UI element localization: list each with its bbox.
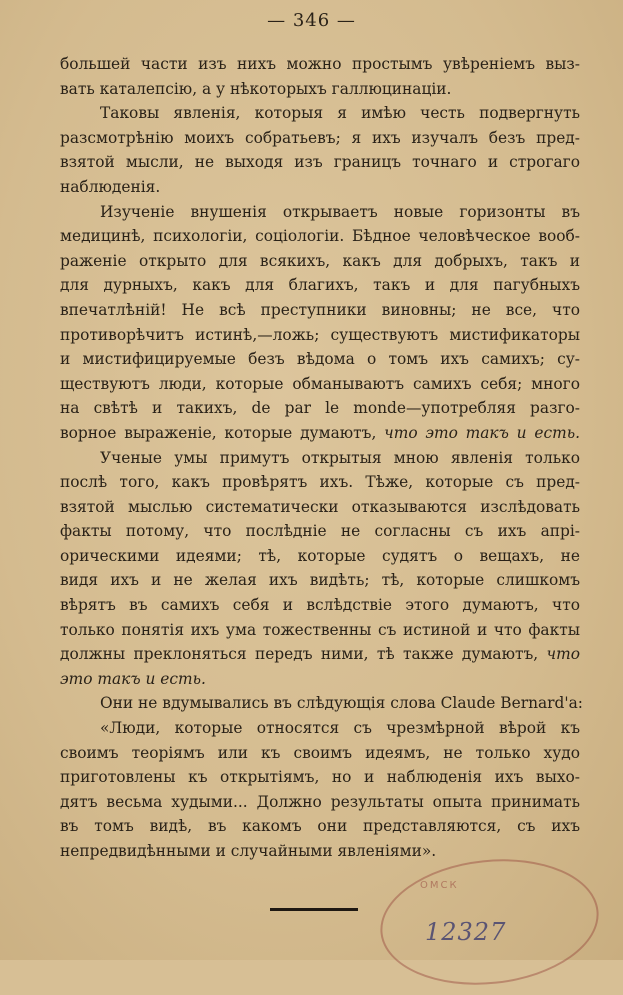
text-line [60,126,580,151]
text-line [60,175,580,200]
text-line-content: Изученіе внушенія открываетъ новые горизонты въ [100,202,580,221]
text-line-content: только понятія ихъ ума тожественны съ истиной и что факты [60,620,580,639]
text-line-content: на свѣтѣ и такихъ, de par le monde—употребляя разго- [60,399,580,418]
text-line-content: впечатлѣній! Не всѣ преступники виновны; не все, что [60,300,580,319]
stamp-inventory-number: 12327 [425,918,507,946]
text-line-content: взятой мысли, не выходя изъ границъ точнаго и строгаго [60,153,580,172]
text-line-content: наблюденія. [60,177,161,196]
text-line [60,347,580,372]
text-line-content: «Люди, которые относятся съ чрезмѣрной вѣрой къ [100,719,580,738]
text-line-content: взятой мыслью систематически отказываются изслѣдовать [60,497,580,516]
text-line-content: Они не вдумывались въ слѣдующія слова Claude Bernard'а: [100,694,583,713]
page-number: — 346 — [267,10,356,31]
text-line [60,396,580,421]
text-line [60,298,580,323]
text-line [60,765,580,790]
text-line-content: видя ихъ и не желая ихъ видѣть; тѣ, которые слишкомъ [60,571,580,590]
text-line-content: непредвидѣнными и случайными явленіями». [60,842,437,860]
text-line [60,101,580,126]
text-line [60,249,580,274]
italic-phrase: что это такъ и есть. [384,423,580,442]
text-line-content: для дурныхъ, какъ для благихъ, такъ и для пагубныхъ [60,276,580,295]
text-line [60,814,580,839]
text-line [60,544,580,569]
text-line [60,372,580,397]
text-line [60,77,580,102]
italic-phrase: что [546,645,580,664]
text-line-content: Ученые умы примутъ открытыя мною явленія только [100,448,580,467]
text-line-content: и мистифицируемые безъ вѣдома о томъ ихъ самихъ; су- [60,350,580,369]
text-line [60,568,580,593]
stamp-city-text: ОМСК [420,880,459,891]
text-line-content: противорѣчитъ истинѣ,—ложь; существуютъ мистификаторы [60,325,580,344]
text-line [60,273,580,298]
body-text [60,52,583,864]
text-line-content: разсмотрѣнію моихъ собратьевъ; я ихъ изучалъ безъ пред- [60,128,580,147]
text-line [60,716,580,741]
text-line [60,323,580,348]
text-line [60,593,580,618]
text-line [60,618,580,643]
text-line [60,741,580,766]
italic-phrase: это такъ и есть. [60,669,206,688]
text-line-content: приготовлены къ открытіямъ, но и наблюденія ихъ выхо- [60,768,580,787]
text-line-content: должны преклоняться передъ ними, тѣ также думаютъ, [60,645,539,664]
text-line-content: раженіе открыто для всякихъ, какъ для добрыхъ, такъ и [60,251,580,270]
text-line [60,519,580,544]
text-line-content: ворное выраженіе, которые думаютъ, [60,423,377,442]
end-rule [270,908,358,911]
text-line-content: медицинѣ, психологіи, соціологіи. Бѣдное человѣческое вооб- [60,227,580,246]
text-line-content: ществуютъ люди, которые обманываютъ самихъ себя; много [60,374,580,393]
text-line [60,790,580,815]
text-line [60,200,580,225]
text-line-content: Таковы явленія, которыя я имѣю честь подвергнуть [100,104,580,123]
text-line-content: дятъ весьма худыми... Должно результаты опыта принимать [60,792,580,811]
text-line-content: орическими идеями; тѣ, которые судятъ о вещахъ, не [60,546,580,565]
text-line-content: большей части изъ нихъ можно простымъ увѣреніемъ выз- [60,55,580,73]
text-line-content: въ томъ видѣ, въ какомъ они представляются, съ ихъ [60,817,580,836]
text-line [60,224,580,249]
text-line [60,667,580,692]
text-line [60,642,580,667]
text-line-content: вѣрятъ въ самихъ себя и вслѣдствіе этого думаютъ, что [60,596,580,615]
text-line [60,495,580,520]
text-line [60,150,580,175]
text-line [60,691,583,716]
text-line [60,421,580,446]
text-line-content: послѣ того, какъ провѣрятъ ихъ. Тѣже, которые съ пред- [60,473,580,492]
text-line-content: факты потому, что послѣдніе не согласны съ ихъ апрі- [60,522,580,541]
text-line [60,52,580,77]
text-line [60,470,580,495]
text-line-content: своимъ теоріямъ или къ своимъ идеямъ, не только худо [60,743,580,762]
text-line-content: вать каталепсію, а у нѣкоторыхъ галлюцинаціи. [60,79,452,98]
text-line [60,446,580,471]
